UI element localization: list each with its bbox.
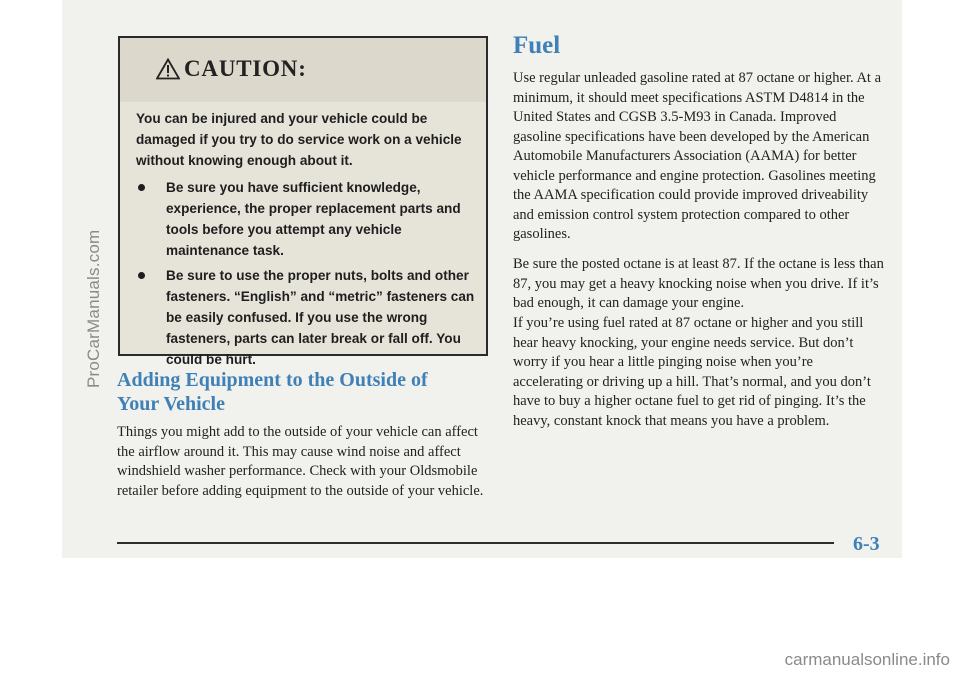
- adding-equipment-heading: Adding Equipment to the Outside of Your Vehicle: [117, 369, 428, 415]
- side-watermark: ProCarManuals.com: [84, 229, 103, 388]
- fuel-heading: Fuel: [513, 32, 561, 59]
- footer-rule: [117, 542, 834, 544]
- caution-intro: You can be injured and your vehicle could be damaged if you try to do service work on a vehicle without knowing enough about it.: [136, 111, 462, 168]
- caution-bullet-text: Be sure to use the proper nuts, bolts and other fasteners. “English” and “metric” fasteners can be easily confused. If you use the wrong fasteners, parts can later break or fall off. You could be hurt.: [166, 268, 475, 367]
- bullet-dot-icon: [138, 272, 145, 279]
- adding-equipment-paragraph: Things you might add to the outside of your vehicle can affect the airflow around it. This may cause wind noise and affect windshield washer performance. Check with your Oldsmobile retailer before adding equipment to the outside of your vehicle.: [117, 424, 484, 499]
- caution-bullet: [136, 265, 476, 370]
- caution-body: [136, 108, 476, 374]
- caution-bullet: [136, 177, 476, 261]
- caution-box: [118, 36, 488, 367]
- bottom-watermark: carmanualsonline.info: [784, 650, 950, 669]
- page-number: 6-3: [853, 533, 880, 555]
- caution-title: CAUTION:: [184, 56, 307, 81]
- caution-header: [120, 38, 486, 102]
- fuel-paragraph: Use regular unleaded gasoline rated at 87 octane or higher. At a minimum, it should meet specifications ASTM D4814 in the United States and CGSB 3.5-M93 in Canada. Improved gasoline specifications have been developed by the American Automobile Manufacturers Association (AAMA) for better vehicle performance and engine protection. Gasolines meeting the AAMA specification could provide improved driveability and emission control system protection compared to other gasolines.: [513, 70, 882, 242]
- caution-bullet-text: Be sure you have sufficient knowledge, experience, the proper replacement parts and tools before you attempt any vehicle maintenance task.: [166, 180, 461, 258]
- fuel-paragraph: Be sure the posted octane is at least 87. If the octane is less than 87, you may get a heavy knocking noise when you drive. If it’s bad enough, it can damage your engine.: [513, 256, 884, 311]
- warning-triangle-icon: [156, 58, 180, 80]
- bullet-dot-icon: [138, 184, 145, 191]
- fuel-paragraph: If you’re using fuel rated at 87 octane or higher and you still hear heavy knocking, your engine needs service. But don’t worry if you hear a little pinging noise when you’re accelerating or driving up a hill. That’s normal, and you don’t have to buy a higher octane fuel to get rid of pinging. It’s the heavy, constant knock that means you have a problem.: [513, 315, 871, 429]
- caution-bullet-list: [136, 177, 476, 370]
